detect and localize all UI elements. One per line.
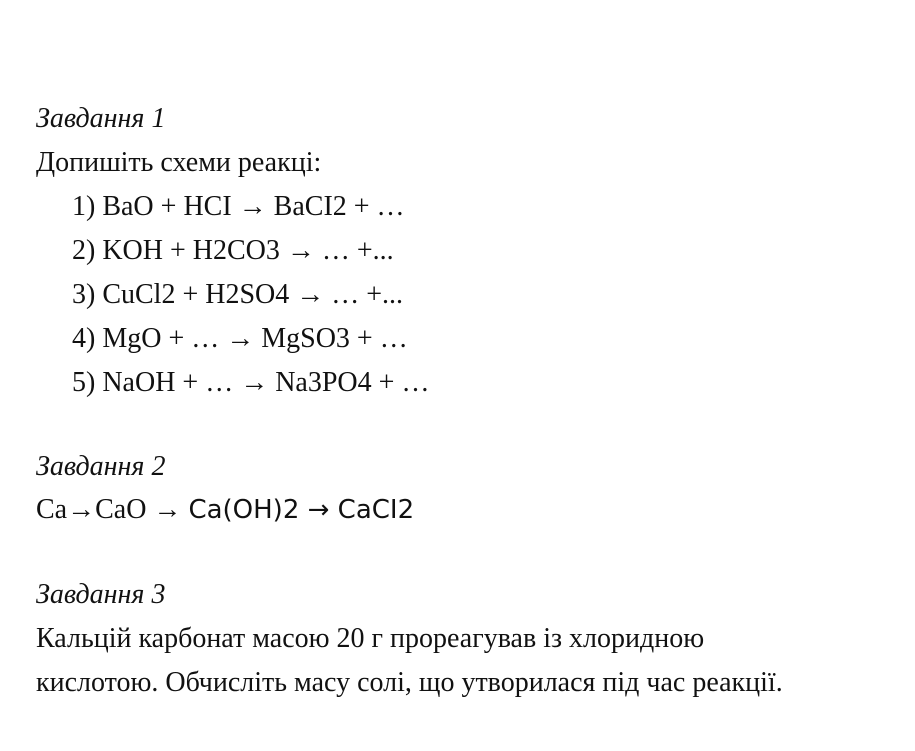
reaction-scheme-2: 2) KOH + H2CO3 → … +... — [72, 235, 394, 266]
reaction-scheme-5: 5) NaOH + … → Na3PO4 + … — [72, 367, 430, 398]
task-3-heading: Завдання 3 — [36, 579, 166, 610]
reaction-scheme-4: 4) MgO + … → MgSO3 + … — [72, 323, 408, 354]
task-2-transformation-chain — [36, 493, 414, 527]
task-3-text-line-2: кислотою. Обчисліть масу солі, що утворилася під час реакції. — [36, 667, 783, 698]
task-1-prompt: Допишіть схеми реакці: — [36, 147, 322, 178]
reaction-scheme-3: 3) CuCl2 + H2SO4 → … +... — [72, 279, 404, 310]
task-1-heading: Завдання 1 — [36, 103, 166, 134]
reaction-scheme-1: 1) BaO + HCI → BaCI2 + … — [72, 191, 405, 222]
chain-start: Ca→CaO → — [36, 494, 189, 525]
task-3-text-line-1: Кальцій карбонат масою 20 г прореагував із хлоридною — [36, 623, 705, 654]
chain-end: Ca(OH)2 → CaCI2 — [188, 495, 415, 525]
task-2-heading: Завдання 2 — [36, 451, 166, 482]
